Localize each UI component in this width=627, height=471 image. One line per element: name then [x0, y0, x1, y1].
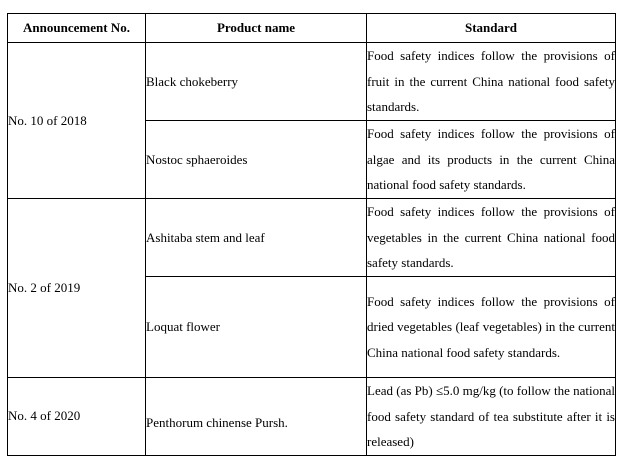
header-announcement-no: Announcement No. — [8, 14, 146, 43]
product-cell: Penthorum chinense Pursh. — [146, 378, 367, 456]
product-cell: Loquat flower — [146, 277, 367, 378]
product-cell: Black chokeberry — [146, 43, 367, 121]
header-standard: Standard — [367, 14, 616, 43]
product-cell: Nostoc sphaeroides — [146, 121, 367, 199]
table-row — [8, 378, 616, 456]
announcements-table — [7, 13, 616, 456]
header-product-name: Product name — [146, 14, 367, 43]
product-cell: Ashitaba stem and leaf — [146, 199, 367, 277]
standard-cell: Food safety indices follow the provisions of dried vegetables (leaf vegetables) in the current China national food safety standards. — [367, 277, 616, 378]
announcement-cell: No. 2 of 2019 — [8, 199, 146, 378]
announcement-cell: No. 4 of 2020 — [8, 378, 146, 456]
standard-cell: Food safety indices follow the provisions of vegetables in the current China national food safety standards. — [367, 199, 616, 277]
announcement-cell: No. 10 of 2018 — [8, 43, 146, 199]
table-row — [8, 199, 616, 277]
table-row — [8, 43, 616, 121]
standard-cell: Food safety indices follow the provisions of algae and its products in the current China national food safety standards. — [367, 121, 616, 199]
standard-cell: Food safety indices follow the provisions of fruit in the current China national food safety standards. — [367, 43, 616, 121]
table-header-row — [8, 14, 616, 43]
standard-cell: Lead (as Pb) ≤5.0 mg/kg (to follow the national food safety standard of tea substitute after it is released) — [367, 378, 616, 456]
